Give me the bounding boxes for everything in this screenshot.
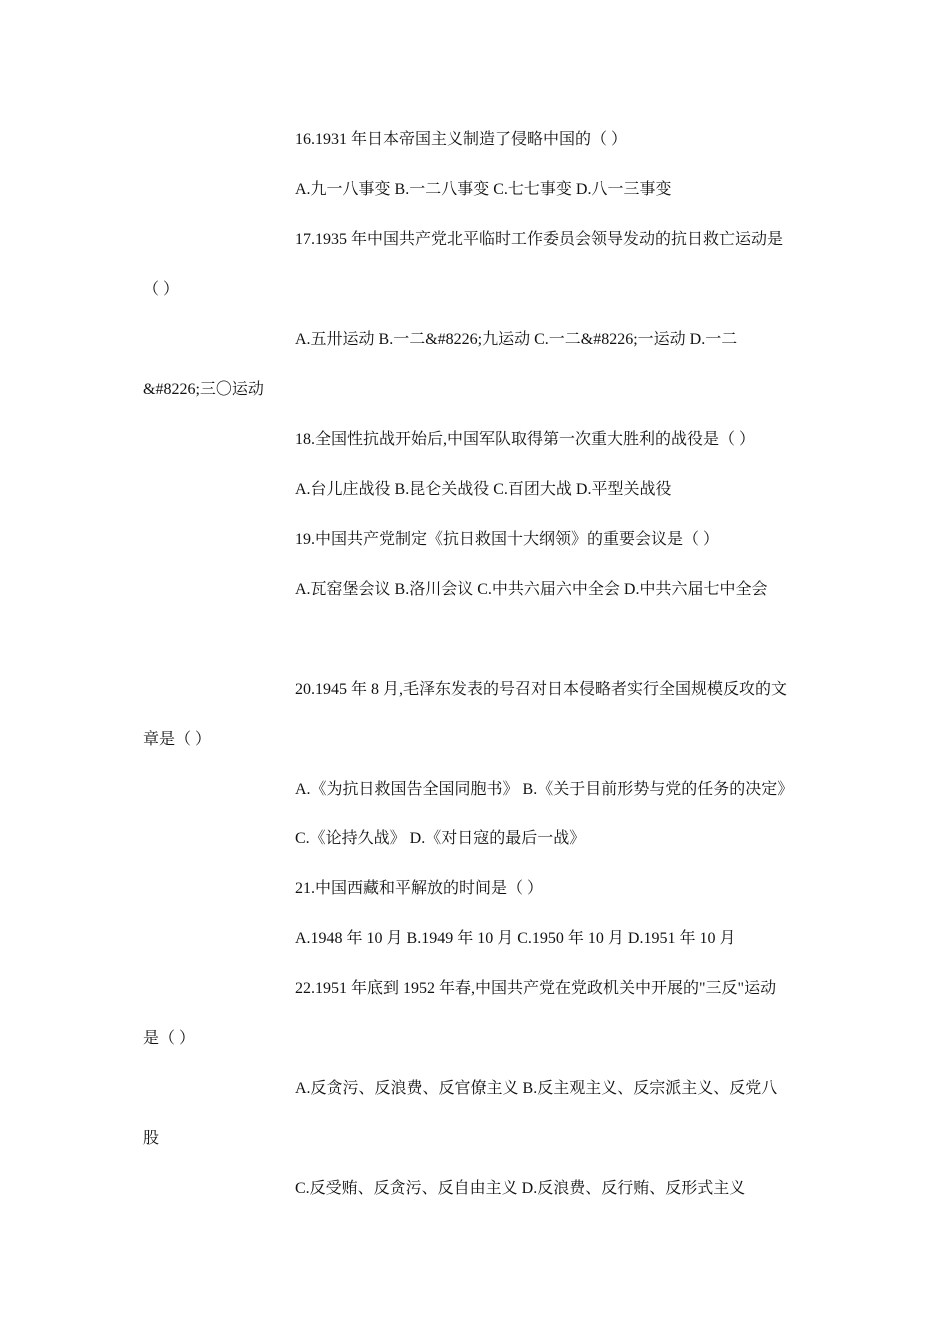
question-22-options-cd: C.反受贿、反贪污、反自由主义 D.反浪费、反行贿、反形式主义 (295, 1180, 746, 1197)
question-17-options: A.五卅运动 B.一二&#8226;九运动 C.一二&#8226;一运动 D.一二 (295, 331, 738, 348)
question-20-options-cd: C.《论持久战》 D.《对日寇的最后一战》 (295, 830, 586, 847)
question-22-options-ab: A.反贪污、反浪费、反官僚主义 B.反主观主义、反宗派主义、反党八 (295, 1080, 778, 1097)
question-20: 20.1945 年 8 月,毛泽东发表的号召对日本侵略者实行全国规模反攻的文 (295, 681, 788, 698)
question-21: 21.中国西藏和平解放的时间是（ ） (295, 880, 544, 897)
question-16-options: A.九一八事变 B.一二八事变 C.七七事变 D.八一三事变 (295, 181, 672, 198)
question-16: 16.1931 年日本帝国主义制造了侵略中国的（ ） (295, 131, 628, 148)
question-19: 19.中国共产党制定《抗日救国十大纲领》的重要会议是（ ） (295, 531, 720, 548)
question-20-options-ab: A.《为抗日救国告全国同胞书》 B.《关于目前形势与党的任务的决定》 (295, 781, 794, 798)
question-22-cont: 是（ ） (143, 1030, 196, 1047)
question-18: 18.全国性抗战开始后,中国军队取得第一次重大胜利的战役是（ ） (295, 431, 756, 448)
question-22-options-ab-cont: 股 (143, 1130, 160, 1147)
question-19-options: A.瓦窑堡会议 B.洛川会议 C.中共六届六中全会 D.中共六届七中全会 (295, 581, 768, 598)
question-21-options: A.1948 年 10 月 B.1949 年 10 月 C.1950 年 10 月 D.1951 年 10 月 (295, 930, 736, 947)
question-17-options-cont: &#8226;三〇运动 (143, 381, 264, 398)
question-17-cont: （ ） (143, 281, 180, 298)
question-18-options: A.台儿庄战役 B.昆仑关战役 C.百团大战 D.平型关战役 (295, 481, 672, 498)
question-20-cont: 章是（ ） (143, 731, 212, 748)
question-22: 22.1951 年底到 1952 年春,中国共产党在党政机关中开展的"三反"运动 (295, 980, 777, 997)
question-17: 17.1935 年中国共产党北平临时工作委员会领导发动的抗日救亡运动是 (295, 231, 784, 248)
